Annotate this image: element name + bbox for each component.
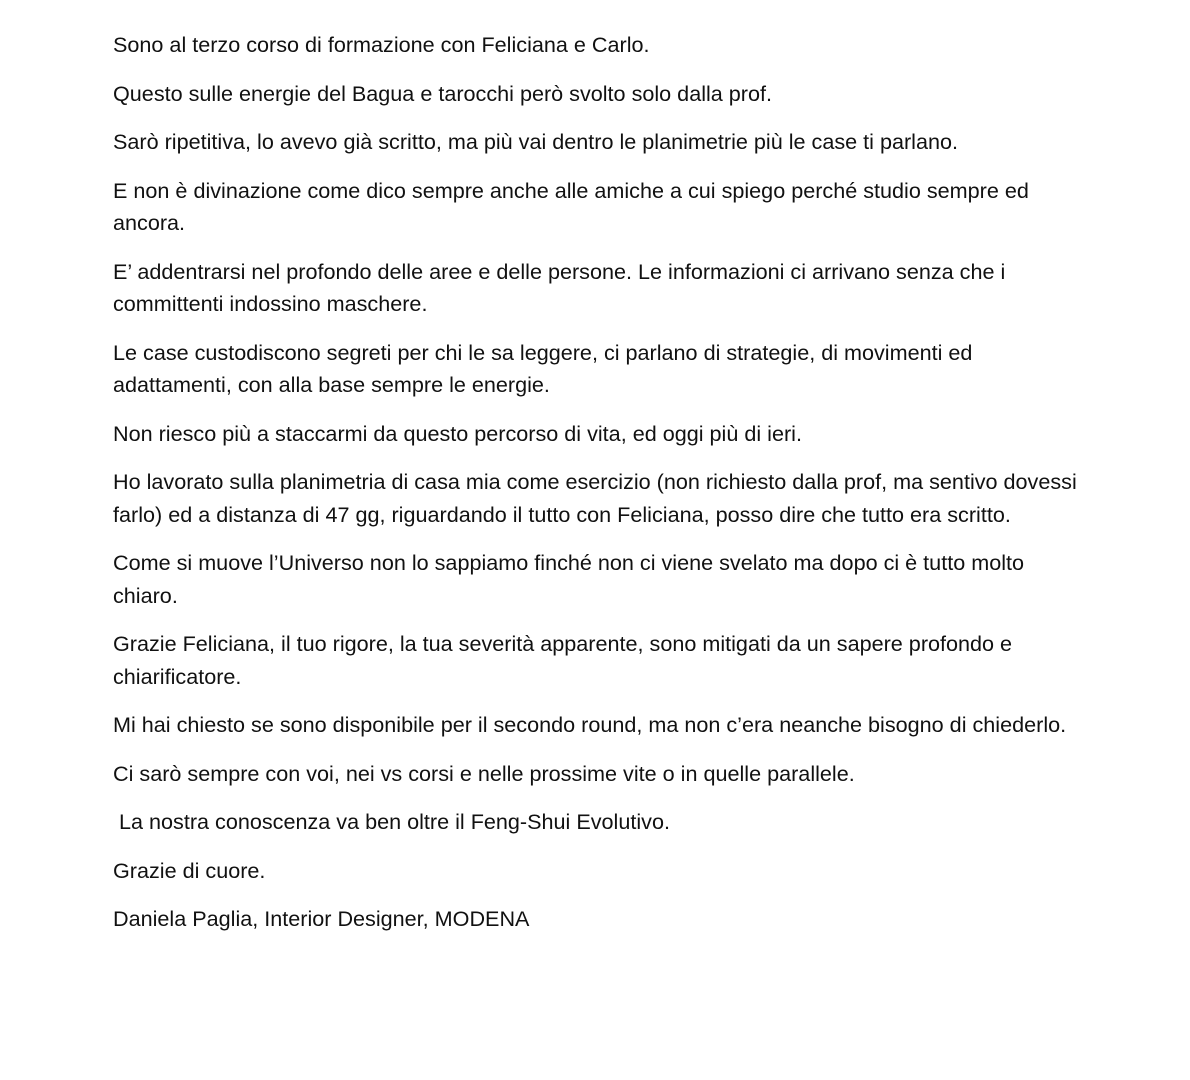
- paragraph-floorplan-exercise: Ho lavorato sulla planimetria di casa mia come esercizio (non richiesto dalla prof, ma sentivo dovessi farlo) ed a distanza di 47 gg, riguardando il tutto con Feliciana, posso dire che tutto era scritto.: [113, 469, 1077, 527]
- paragraph-deep-areas: E’ addentrarsi nel profondo delle aree e delle persone. Le informazioni ci arrivano senza che i committenti indossino maschere.: [113, 258, 1006, 316]
- paragraph-closing-thanks: Grazie di cuore.: [113, 857, 266, 883]
- paragraph-second-round: Mi hai chiesto se sono disponibile per il secondo round, ma non c’era neanche bisogno di chiederlo.: [113, 712, 1067, 737]
- paragraph-course-intro: Sono al terzo corso di formazione con Feliciana e Carlo.: [113, 32, 650, 57]
- paragraph-houses-speak: Sarò ripetitiva, lo avevo già scritto, ma più vai dentro le planimetrie più le case ti parlano.: [113, 129, 958, 154]
- paragraph-thanks-feliciana: Grazie Feliciana, il tuo rigore, la tua severità apparente, sono mitigati da un sapere profondo e chiarificatore.: [113, 631, 1013, 689]
- testimonial-document: [113, 29, 1078, 952]
- paragraph-bagua-course: Questo sulle energie del Bagua e tarocchi però svolto solo dalla prof.: [113, 80, 773, 106]
- paragraph-houses-secrets: Le case custodiscono segreti per chi le sa leggere, ci parlano di strategie, di movimenti ed adattamenti, con alla base sempre le energie.: [113, 339, 973, 397]
- paragraph-universe: Come si muove l’Universo non lo sappiamo finché non ci viene svelato ma dopo ci è tutto molto chiaro.: [113, 550, 1025, 608]
- signature-line: Daniela Paglia, Interior Designer, MODENA: [113, 906, 530, 931]
- paragraph-always-with-you: Ci sarò sempre con voi, nei vs corsi e nelle prossime vite o in quelle parallele.: [113, 760, 855, 786]
- paragraph-feng-shui: La nostra conoscenza va ben oltre il Feng-Shui Evolutivo.: [113, 809, 670, 834]
- paragraph-life-path: Non riesco più a staccarmi da questo percorso di vita, ed oggi più di ieri.: [113, 420, 802, 446]
- paragraph-not-divination: E non è divinazione come dico sempre anche alle amiche a cui spiego perché studio sempre ed ancora.: [113, 177, 1029, 235]
